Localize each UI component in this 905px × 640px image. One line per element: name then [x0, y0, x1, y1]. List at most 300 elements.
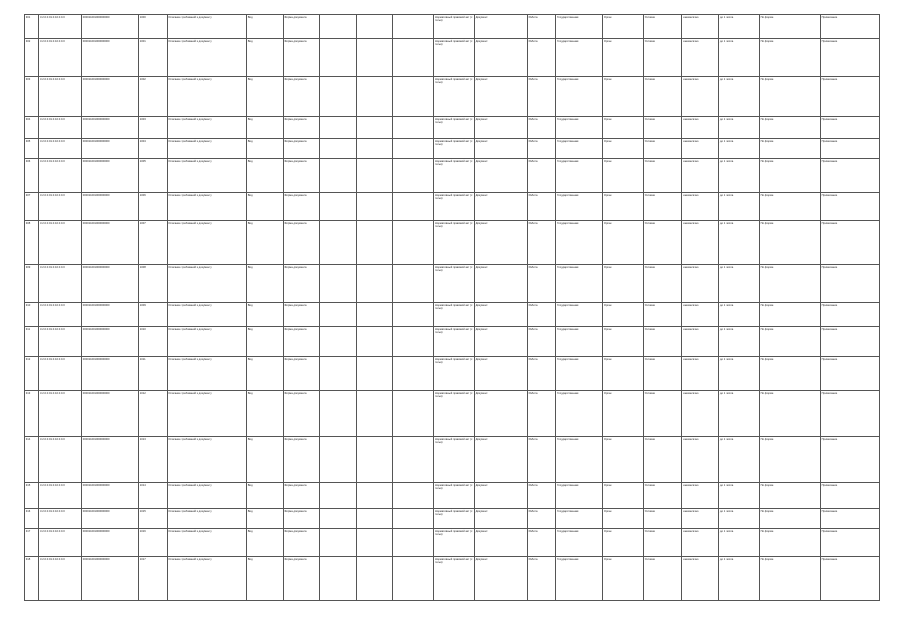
table-cell-c	[393, 39, 434, 77]
table-cell-note: Примечание	[820, 391, 879, 437]
table-cell-block: Работа	[527, 39, 556, 77]
table-cell-num: 314	[25, 437, 39, 483]
table-cell-law: Нормативный правовой акт (статья)	[434, 221, 475, 265]
table-cell-block: Работа	[527, 159, 556, 193]
table-cell-block: Работа	[527, 529, 556, 557]
table-cell-name: Описание требований к документу	[167, 15, 246, 39]
table-cell-b	[356, 357, 393, 391]
table-cell-b	[356, 39, 393, 77]
table-cell-note: Примечание	[820, 221, 879, 265]
table-cell-cond: Условие	[643, 357, 682, 391]
table-cell-note: Примечание	[820, 193, 879, 221]
table-cell-form: Форма документа	[283, 139, 320, 159]
table-cell-cond: Условие	[643, 437, 682, 483]
table-cell-sub: По форме	[759, 117, 820, 139]
table-cell-note: Примечание	[820, 357, 879, 391]
table-cell-name: Описание требований к документу	[167, 221, 246, 265]
table-cell-code: 3.2.0.0.01.0.10.0.0.0	[39, 139, 82, 159]
table-cell-org: Орган	[603, 221, 644, 265]
table-cell-form: Форма документа	[283, 117, 320, 139]
table-cell-b	[356, 159, 393, 193]
table-cell-term: до 1 числа	[719, 139, 760, 159]
table-cell-kind: Государственная	[556, 357, 603, 391]
table-cell-code2: 1000	[139, 15, 168, 39]
table-cell-type: Вид	[246, 159, 283, 193]
table-cell-kind: Государственная	[556, 557, 603, 601]
table-cell-a	[320, 357, 357, 391]
table-cell-cond: Условие	[643, 265, 682, 303]
table-row	[25, 139, 880, 159]
table-cell-c	[393, 437, 434, 483]
table-cell-block: Работа	[527, 327, 556, 357]
table-cell-c	[393, 265, 434, 303]
table-cell-kind: Государственная	[556, 391, 603, 437]
table-cell-sub: По форме	[759, 303, 820, 327]
table-cell-cond: Условие	[643, 139, 682, 159]
table-cell-org: Орган	[603, 391, 644, 437]
table-cell-code2: 1001	[139, 39, 168, 77]
table-cell-name: Описание требований к документу	[167, 265, 246, 303]
table-cell-law2: Документ	[474, 77, 527, 117]
table-cell-note: Примечание	[820, 529, 879, 557]
table-cell-law: Нормативный правовой акт (статья)	[434, 529, 475, 557]
table-cell-block: Работа	[527, 357, 556, 391]
table-cell-a	[320, 139, 357, 159]
table-cell-type: Вид	[246, 77, 283, 117]
table-cell-code2: 1014	[139, 483, 168, 509]
table-cell-c	[393, 77, 434, 117]
table-cell-code: 3.2.0.0.01.0.10.0.0.0	[39, 77, 82, 117]
table-cell-kind: Государственная	[556, 221, 603, 265]
table-cell-num: 310	[25, 303, 39, 327]
table-cell-period: ежемесячно	[682, 39, 719, 77]
table-cell-b	[356, 391, 393, 437]
table-cell-a	[320, 159, 357, 193]
table-cell-block: Работа	[527, 117, 556, 139]
table-cell-type: Вид	[246, 327, 283, 357]
table-cell-cond: Условие	[643, 557, 682, 601]
table-cell-kind: Государственная	[556, 193, 603, 221]
table-cell-law: Нормативный правовой акт (статья)	[434, 483, 475, 509]
registry-table	[24, 14, 880, 601]
table-cell-code2: 1016	[139, 529, 168, 557]
table-cell-law: Нормативный правовой акт (статья)	[434, 509, 475, 529]
table-cell-term: до 1 числа	[719, 15, 760, 39]
table-cell-code: 3.2.0.0.01.0.10.0.0.0	[39, 509, 82, 529]
table-cell-law: Нормативный правовой акт (статья)	[434, 117, 475, 139]
table-cell-form: Форма документа	[283, 221, 320, 265]
table-cell-b	[356, 483, 393, 509]
table-cell-law2: Документ	[474, 529, 527, 557]
table-cell-term: до 1 числа	[719, 327, 760, 357]
table-cell-a	[320, 437, 357, 483]
table-cell-sub: По форме	[759, 139, 820, 159]
table-cell-form: Форма документа	[283, 509, 320, 529]
table-cell-num: 306	[25, 159, 39, 193]
table-cell-kind: Государственная	[556, 509, 603, 529]
table-cell-num: 312	[25, 357, 39, 391]
table-cell-kind: Государственная	[556, 265, 603, 303]
table-cell-b	[356, 437, 393, 483]
table-cell-type: Вид	[246, 529, 283, 557]
table-cell-num: 313	[25, 391, 39, 437]
table-cell-name: Описание требований к документу	[167, 391, 246, 437]
table-cell-name: Описание требований к документу	[167, 303, 246, 327]
table-cell-law2: Документ	[474, 265, 527, 303]
table-cell-kind: Государственная	[556, 117, 603, 139]
table-row	[25, 327, 880, 357]
table-cell-a	[320, 509, 357, 529]
table-cell-code2: 1010	[139, 327, 168, 357]
table-cell-code: 3.2.0.0.01.0.10.0.0.0	[39, 529, 82, 557]
table-cell-term: до 1 числа	[719, 39, 760, 77]
table-cell-kind: Государственная	[556, 529, 603, 557]
table-cell-kind: Государственная	[556, 437, 603, 483]
table-cell-form: Форма документа	[283, 39, 320, 77]
table-cell-a	[320, 221, 357, 265]
table-row	[25, 509, 880, 529]
table-cell-org: Орган	[603, 15, 644, 39]
table-cell-name: Описание требований к документу	[167, 357, 246, 391]
table-cell-term: до 1 числа	[719, 265, 760, 303]
table-cell-c	[393, 139, 434, 159]
table-cell-form: Форма документа	[283, 529, 320, 557]
table-cell-c	[393, 159, 434, 193]
table-cell-period: ежемесячно	[682, 391, 719, 437]
table-cell-note: Примечание	[820, 557, 879, 601]
table-cell-reg: 000011001000000000	[82, 391, 139, 437]
table-cell-reg: 000011001000000000	[82, 483, 139, 509]
table-cell-sub: По форме	[759, 159, 820, 193]
table-cell-period: ежемесячно	[682, 77, 719, 117]
table-cell-sub: По форме	[759, 437, 820, 483]
table-cell-law: Нормативный правовой акт (статья)	[434, 193, 475, 221]
table-cell-reg: 000011001000000000	[82, 303, 139, 327]
table-cell-b	[356, 303, 393, 327]
table-cell-reg: 000011001000000000	[82, 159, 139, 193]
table-cell-name: Описание требований к документу	[167, 117, 246, 139]
table-cell-form: Форма документа	[283, 483, 320, 509]
table-cell-b	[356, 529, 393, 557]
table-cell-sub: По форме	[759, 193, 820, 221]
table-cell-law2: Документ	[474, 391, 527, 437]
table-cell-cond: Условие	[643, 159, 682, 193]
table-row	[25, 77, 880, 117]
table-cell-cond: Условие	[643, 391, 682, 437]
table-cell-reg: 000011001000000000	[82, 357, 139, 391]
table-cell-code: 3.2.0.0.01.0.10.0.0.0	[39, 39, 82, 77]
table-cell-a	[320, 77, 357, 117]
table-cell-code: 3.2.0.0.01.0.10.0.0.0	[39, 221, 82, 265]
table-cell-c	[393, 193, 434, 221]
table-cell-form: Форма документа	[283, 193, 320, 221]
table-cell-period: ежемесячно	[682, 509, 719, 529]
table-cell-num: 305	[25, 139, 39, 159]
table-cell-c	[393, 357, 434, 391]
table-cell-cond: Условие	[643, 39, 682, 77]
table-cell-note: Примечание	[820, 39, 879, 77]
table-cell-block: Работа	[527, 77, 556, 117]
table-cell-name: Описание требований к документу	[167, 529, 246, 557]
table-cell-law2: Документ	[474, 193, 527, 221]
table-cell-type: Вид	[246, 303, 283, 327]
table-cell-block: Работа	[527, 15, 556, 39]
table-cell-term: до 1 числа	[719, 357, 760, 391]
table-cell-cond: Условие	[643, 77, 682, 117]
table-cell-num: 304	[25, 117, 39, 139]
table-cell-cond: Условие	[643, 529, 682, 557]
table-cell-sub: По форме	[759, 15, 820, 39]
table-cell-c	[393, 221, 434, 265]
table-cell-sub: По форме	[759, 39, 820, 77]
table-cell-sub: По форме	[759, 77, 820, 117]
table-cell-type: Вид	[246, 357, 283, 391]
table-cell-kind: Государственная	[556, 139, 603, 159]
table-cell-law2: Документ	[474, 437, 527, 483]
table-row	[25, 303, 880, 327]
table-row	[25, 529, 880, 557]
table-cell-note: Примечание	[820, 139, 879, 159]
table-cell-note: Примечание	[820, 15, 879, 39]
table-cell-a	[320, 327, 357, 357]
table-cell-note: Примечание	[820, 117, 879, 139]
table-cell-type: Вид	[246, 139, 283, 159]
table-cell-name: Описание требований к документу	[167, 327, 246, 357]
table-cell-org: Орган	[603, 357, 644, 391]
table-cell-form: Форма документа	[283, 357, 320, 391]
table-cell-reg: 000011001000000000	[82, 193, 139, 221]
table-cell-c	[393, 483, 434, 509]
table-cell-a	[320, 303, 357, 327]
table-cell-term: до 1 числа	[719, 221, 760, 265]
table-cell-sub: По форме	[759, 391, 820, 437]
table-cell-block: Работа	[527, 221, 556, 265]
table-row	[25, 15, 880, 39]
table-cell-law: Нормативный правовой акт (статья)	[434, 357, 475, 391]
table-cell-c	[393, 557, 434, 601]
table-cell-reg: 000011001000000000	[82, 139, 139, 159]
table-cell-code2: 1005	[139, 159, 168, 193]
table-cell-law2: Документ	[474, 139, 527, 159]
table-cell-code: 3.2.0.0.01.0.10.0.0.0	[39, 117, 82, 139]
table-cell-org: Орган	[603, 509, 644, 529]
table-cell-code2: 1008	[139, 265, 168, 303]
table-cell-a	[320, 529, 357, 557]
document-table	[24, 14, 880, 578]
table-cell-b	[356, 193, 393, 221]
table-cell-cond: Условие	[643, 483, 682, 509]
table-cell-num: 309	[25, 265, 39, 303]
table-cell-type: Вид	[246, 193, 283, 221]
table-cell-block: Работа	[527, 437, 556, 483]
table-cell-kind: Государственная	[556, 77, 603, 117]
table-cell-b	[356, 557, 393, 601]
table-cell-form: Форма документа	[283, 15, 320, 39]
table-row	[25, 193, 880, 221]
table-cell-cond: Условие	[643, 117, 682, 139]
table-row	[25, 159, 880, 193]
table-cell-law: Нормативный правовой акт (статья)	[434, 265, 475, 303]
table-row	[25, 391, 880, 437]
table-cell-org: Орган	[603, 557, 644, 601]
table-cell-reg: 000011001000000000	[82, 509, 139, 529]
table-cell-code2: 1003	[139, 117, 168, 139]
table-cell-c	[393, 117, 434, 139]
table-cell-code: 3.2.0.0.01.0.10.0.0.0	[39, 327, 82, 357]
table-cell-name: Описание требований к документу	[167, 557, 246, 601]
table-cell-b	[356, 139, 393, 159]
table-cell-reg: 000011001000000000	[82, 77, 139, 117]
table-cell-period: ежемесячно	[682, 303, 719, 327]
table-cell-type: Вид	[246, 117, 283, 139]
table-cell-period: ежемесячно	[682, 15, 719, 39]
table-cell-law2: Документ	[474, 557, 527, 601]
table-cell-sub: По форме	[759, 357, 820, 391]
table-cell-code2: 1015	[139, 509, 168, 529]
table-cell-note: Примечание	[820, 327, 879, 357]
table-cell-law2: Документ	[474, 357, 527, 391]
table-cell-reg: 000011001000000000	[82, 327, 139, 357]
table-cell-sub: По форме	[759, 529, 820, 557]
table-cell-kind: Государственная	[556, 159, 603, 193]
table-cell-period: ежемесячно	[682, 557, 719, 601]
table-cell-form: Форма документа	[283, 265, 320, 303]
table-cell-b	[356, 15, 393, 39]
table-cell-term: до 1 числа	[719, 77, 760, 117]
table-cell-num: 318	[25, 557, 39, 601]
table-cell-c	[393, 391, 434, 437]
table-row	[25, 557, 880, 601]
table-cell-note: Примечание	[820, 77, 879, 117]
table-cell-period: ежемесячно	[682, 437, 719, 483]
table-cell-code: 3.2.0.0.01.0.10.0.0.0	[39, 303, 82, 327]
table-cell-num: 303	[25, 77, 39, 117]
table-cell-period: ежемесячно	[682, 193, 719, 221]
table-cell-code2: 1011	[139, 357, 168, 391]
table-cell-form: Форма документа	[283, 77, 320, 117]
table-cell-form: Форма документа	[283, 557, 320, 601]
table-cell-org: Орган	[603, 483, 644, 509]
table-cell-period: ежемесячно	[682, 529, 719, 557]
table-cell-type: Вид	[246, 437, 283, 483]
table-cell-law2: Документ	[474, 327, 527, 357]
table-cell-note: Примечание	[820, 437, 879, 483]
table-row	[25, 483, 880, 509]
table-cell-block: Работа	[527, 509, 556, 529]
table-row	[25, 117, 880, 139]
table-cell-org: Орган	[603, 437, 644, 483]
table-row	[25, 39, 880, 77]
table-cell-code2: 1009	[139, 303, 168, 327]
table-cell-law: Нормативный правовой акт (статья)	[434, 39, 475, 77]
table-cell-num: 308	[25, 221, 39, 265]
table-cell-b	[356, 221, 393, 265]
table-cell-law: Нормативный правовой акт (статья)	[434, 303, 475, 327]
table-cell-form: Форма документа	[283, 159, 320, 193]
table-cell-a	[320, 483, 357, 509]
table-cell-form: Форма документа	[283, 391, 320, 437]
table-cell-type: Вид	[246, 483, 283, 509]
table-cell-kind: Государственная	[556, 483, 603, 509]
table-cell-reg: 000011001000000000	[82, 221, 139, 265]
table-cell-law: Нормативный правовой акт (статья)	[434, 77, 475, 117]
table-cell-sub: По форме	[759, 483, 820, 509]
table-cell-kind: Государственная	[556, 39, 603, 77]
table-cell-note: Примечание	[820, 265, 879, 303]
table-cell-code2: 1013	[139, 437, 168, 483]
table-cell-cond: Условие	[643, 509, 682, 529]
table-cell-note: Примечание	[820, 303, 879, 327]
table-cell-type: Вид	[246, 265, 283, 303]
table-cell-reg: 000011001000000000	[82, 265, 139, 303]
table-cell-b	[356, 117, 393, 139]
table-row	[25, 265, 880, 303]
table-cell-num: 315	[25, 483, 39, 509]
table-cell-law: Нормативный правовой акт (статья)	[434, 159, 475, 193]
table-cell-a	[320, 39, 357, 77]
table-cell-org: Орган	[603, 39, 644, 77]
table-cell-reg: 000011001000000000	[82, 557, 139, 601]
table-cell-c	[393, 529, 434, 557]
table-cell-num: 301	[25, 15, 39, 39]
table-cell-name: Описание требований к документу	[167, 159, 246, 193]
table-cell-c	[393, 15, 434, 39]
table-row	[25, 437, 880, 483]
table-cell-kind: Государственная	[556, 15, 603, 39]
table-cell-note: Примечание	[820, 483, 879, 509]
table-cell-period: ежемесячно	[682, 327, 719, 357]
table-cell-block: Работа	[527, 557, 556, 601]
table-cell-c	[393, 327, 434, 357]
table-cell-name: Описание требований к документу	[167, 509, 246, 529]
table-cell-note: Примечание	[820, 509, 879, 529]
table-cell-reg: 000011001000000000	[82, 529, 139, 557]
table-cell-kind: Государственная	[556, 327, 603, 357]
table-cell-a	[320, 15, 357, 39]
table-cell-note: Примечание	[820, 159, 879, 193]
table-cell-reg: 000011001000000000	[82, 15, 139, 39]
table-cell-period: ежемесячно	[682, 483, 719, 509]
table-cell-reg: 000011001000000000	[82, 117, 139, 139]
table-cell-code2: 1007	[139, 221, 168, 265]
table-cell-period: ежемесячно	[682, 159, 719, 193]
table-cell-block: Работа	[527, 193, 556, 221]
table-cell-org: Орган	[603, 77, 644, 117]
table-cell-block: Работа	[527, 303, 556, 327]
table-cell-type: Вид	[246, 557, 283, 601]
table-cell-form: Форма документа	[283, 327, 320, 357]
table-cell-law2: Документ	[474, 303, 527, 327]
table-cell-org: Орган	[603, 303, 644, 327]
table-cell-num: 316	[25, 509, 39, 529]
table-cell-b	[356, 509, 393, 529]
table-cell-org: Орган	[603, 159, 644, 193]
table-cell-org: Орган	[603, 529, 644, 557]
table-cell-code: 3.2.0.0.01.0.10.0.0.0	[39, 437, 82, 483]
table-cell-term: до 1 числа	[719, 391, 760, 437]
table-cell-term: до 1 числа	[719, 437, 760, 483]
table-cell-cond: Условие	[643, 193, 682, 221]
table-cell-code2: 1006	[139, 193, 168, 221]
table-cell-a	[320, 265, 357, 303]
table-cell-a	[320, 391, 357, 437]
table-cell-law2: Документ	[474, 221, 527, 265]
table-cell-block: Работа	[527, 483, 556, 509]
table-cell-code: 3.2.0.0.01.0.10.0.0.0	[39, 357, 82, 391]
table-cell-law: Нормативный правовой акт (статья)	[434, 557, 475, 601]
table-cell-a	[320, 117, 357, 139]
table-cell-code2: 1002	[139, 77, 168, 117]
